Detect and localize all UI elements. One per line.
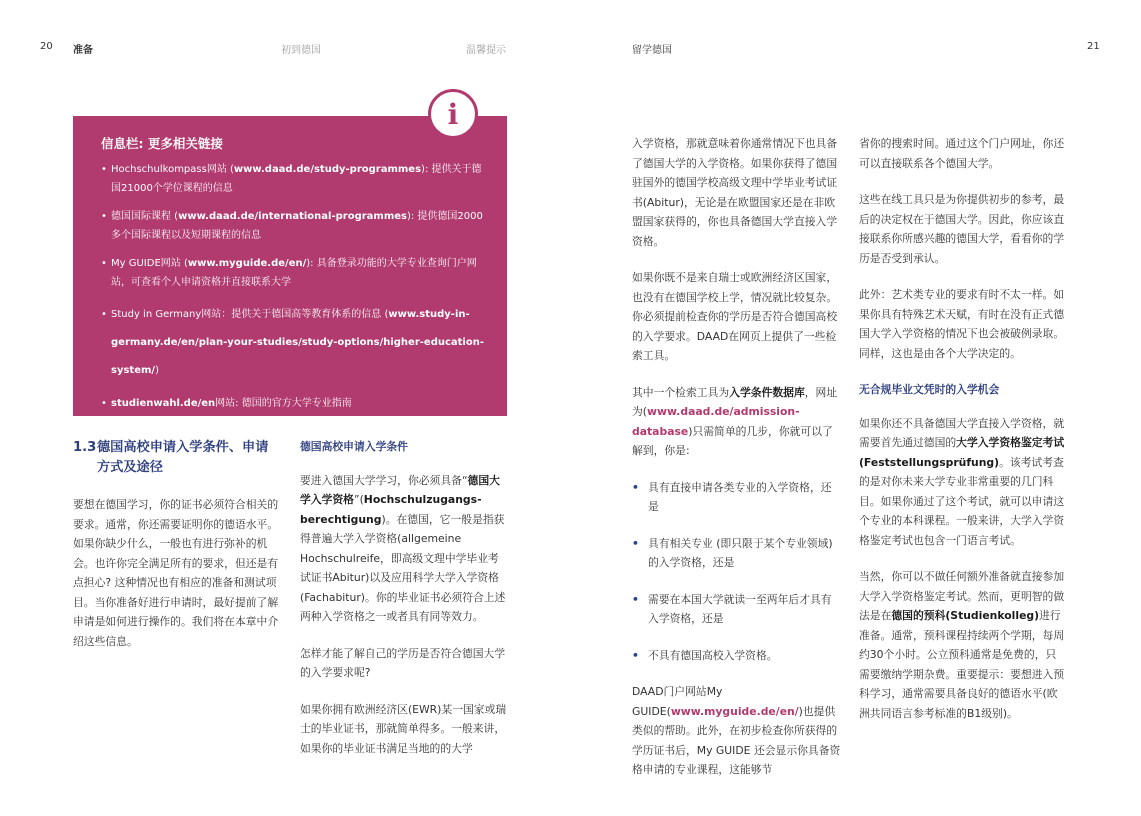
section-title-line1: 德国高校申请入学条件、申请 bbox=[97, 440, 269, 455]
col4-paragraph-4: 如果你还不具备德国大学直接入学资格，就需要首先通过德国的大学入学资格鉴定考试(Feststellungsprüfung)。该考试考查的是对你未来大学专业非常重要的几门科目。如果你通过了这个考试，就可以申请这个专业的本科课程。一般来讲，大学入学资格鉴定考试也包含一门语言考试。 bbox=[859, 416, 1065, 547]
link-admission-database[interactable]: www.daad.de/admission-database bbox=[632, 405, 800, 438]
left-tab-arrival: 初到德国 bbox=[281, 45, 321, 56]
info-link-item: • My GUIDE网站 (www.myguide.de/en/): 具备登录功能的大学专业查询门户网站，可查看个人申请资格并直接联系大学 bbox=[101, 254, 491, 292]
right-page-number: 21 bbox=[1087, 41, 1100, 52]
col4-paragraph-2: 这些在线工具只是为你提供初步的参考，最后的决定权在于德国大学。因此，你应该直接联系你所感兴趣的德国大学，看看你的学历是否受到承认。 bbox=[859, 193, 1065, 265]
section-number: 1.3 bbox=[73, 440, 97, 455]
left-page-number: 20 bbox=[40, 41, 53, 52]
list-item: • 具有相关专业 (即只限于某个专业领域) 的入学资格，还是 bbox=[632, 534, 842, 573]
link-studienwahl[interactable]: studienwahl.de/en bbox=[111, 398, 216, 409]
info-link-item: • 德国国际课程 (www.daad.de/international-programmes): 提供德国2000多个国际课程以及短期课程的信息 bbox=[101, 207, 491, 245]
col2-paragraph-2: 怎样才能了解自己的学历是否符合德国大学的入学要求呢? bbox=[300, 646, 506, 679]
col3-paragraph-4: DAAD门户网站My GUIDE(www.myguide.de/en/)也提供类似的帮助。此外，在初步检查你所获得的学历证书后，My GUIDE 还会显示你具备资格申请的专业课程，这能够节 bbox=[632, 685, 841, 776]
right-running-title: 留学德国 bbox=[632, 45, 672, 56]
link-myguide[interactable]: www.myguide.de/en/ bbox=[187, 258, 307, 269]
list-item: • 需要在本国大学就读一至两年后才具有入学资格，还是 bbox=[632, 590, 842, 629]
link-study-in-germany[interactable]: www.study-in-germany.de/en/plan-your-studies/study-options/higher-education-system/ bbox=[111, 309, 485, 376]
info-link-list bbox=[101, 160, 491, 422]
link-myguide-en[interactable]: www.myguide.de/en/ bbox=[670, 704, 799, 718]
column-2 bbox=[300, 437, 507, 775]
subhead-without-diploma: 无合规毕业文凭时的入学机会 bbox=[859, 383, 1000, 396]
info-link-item: • Hochschulkompass网站 (www.daad.de/study-programmes): 提供关于德国21000个学位课程的信息 bbox=[101, 160, 491, 198]
column-3 bbox=[632, 134, 842, 797]
col4-paragraph-3: 此外：艺术类专业的要求有时不太一样。如果你具有特殊艺术天赋，有时在没有正式德国大学入学资格的情况下也会被破例录取。同样，这也是由各个大学决定的。 bbox=[859, 288, 1065, 360]
col4-paragraph-1: 省你的搜索时间。通过这个门户网址，你还可以直接联系各个德国大学。 bbox=[859, 137, 1065, 170]
col2-paragraph-3: 如果你拥有欧洲经济区(EWR)某一国家或瑞士的毕业证书，那就简单得多。一般来讲，如果你的毕业证书满足当地的的大学 bbox=[300, 702, 507, 755]
link-study-programmes[interactable]: www.daad.de/study-programmes bbox=[233, 164, 422, 175]
subhead-admission-requirements: 德国高校申请入学条件 bbox=[300, 440, 408, 453]
col3-paragraph-3: 其中一个检索工具为入学条件数据库，网址为(www.daad.de/admission-database)只需简单的几步，你就可以了解到，你是: bbox=[632, 385, 838, 457]
info-icon: i bbox=[447, 97, 459, 131]
col4-paragraph-5: 当然，你可以不做任何额外准备就直接参加大学入学资格鉴定考试。然而，更明智的做法是在德国的预科(Studienkolleg)进行准备。通常，预科课程持续两个学期，每周约30个小时。公立预科通常是免费的，只需要缴纳学期杂费。重要提示：要想进入预科学习，通常需要具备良好的德语水平(欧洲共同语言参考标准的B1级别)。 bbox=[859, 570, 1065, 720]
column-4 bbox=[859, 134, 1067, 740]
section-title-line2: 方式及途径 bbox=[97, 460, 163, 475]
info-link-item: • Study in Germany网站：提供关于德国高等教育体系的信息 (www.study-in-germany.de/en/plan-your-studies/study-options/higher-education-system/) bbox=[101, 301, 491, 385]
eligibility-list bbox=[632, 478, 842, 666]
info-box-title: 信息栏: 更多相关链接 bbox=[101, 136, 223, 151]
intro-paragraph: 要想在德国学习，你的证书必须符合相关的要求。通常，你还需要证明你的德语水平。如果你缺少什么，一般也有进行弥补的机会。也许你完全满足所有的要求，但还是有点担心? 这种情况也有相应的准备和测试项目。当你准备好进行申请时，最好提前了解申请是如何进行操作的。我们将在本章中介绍这些信息。 bbox=[73, 498, 279, 648]
left-tab-tips: 温馨提示 bbox=[466, 45, 506, 56]
link-international-programmes[interactable]: www.daad.de/international-programmes bbox=[178, 211, 407, 222]
info-link-item: • studienwahl.de/en网站: 德国的官方大学专业指南 bbox=[101, 394, 491, 413]
list-item: • 不具有德国高校入学资格。 bbox=[632, 646, 842, 666]
col3-paragraph-1: 入学资格，那就意味着你通常情况下也具备了德国大学的入学资格。如果你获得了德国驻国外的德国学校高级文理中学毕业考试证书(Abitur)，无论是在欧盟国家还是在非欧盟国家获得的，你也具备德国大学直接入学资格。 bbox=[632, 137, 838, 248]
section-intro bbox=[73, 495, 285, 668]
col2-paragraph-1: 要进入德国大学学习，你必须具备“德国大学入学资格”(Hochschulzugangs-berechtigung)。在德国，它一般是指获得普遍大学入学资格(allgemeine Hochschulreife，即高级文理中学毕业考试证书Abitur)以及应用科学大学入学资格(Fachabitur)。你的毕业证书必须符合上述两种入学资格之一或者具有同等效力。 bbox=[300, 473, 506, 623]
section-heading bbox=[73, 438, 288, 478]
col3-paragraph-2: 如果你既不是来自瑞士或欧洲经济区国家，也没有在德国学校上学，情况就比较复杂。你必须提前检查你的学历是否符合德国高校的入学要求。DAAD在网页上提供了一些检索工具。 bbox=[632, 271, 838, 362]
list-item: • 具有直接申请各类专业的入学资格，还是 bbox=[632, 478, 842, 517]
left-section-label: 准备 bbox=[73, 45, 93, 56]
